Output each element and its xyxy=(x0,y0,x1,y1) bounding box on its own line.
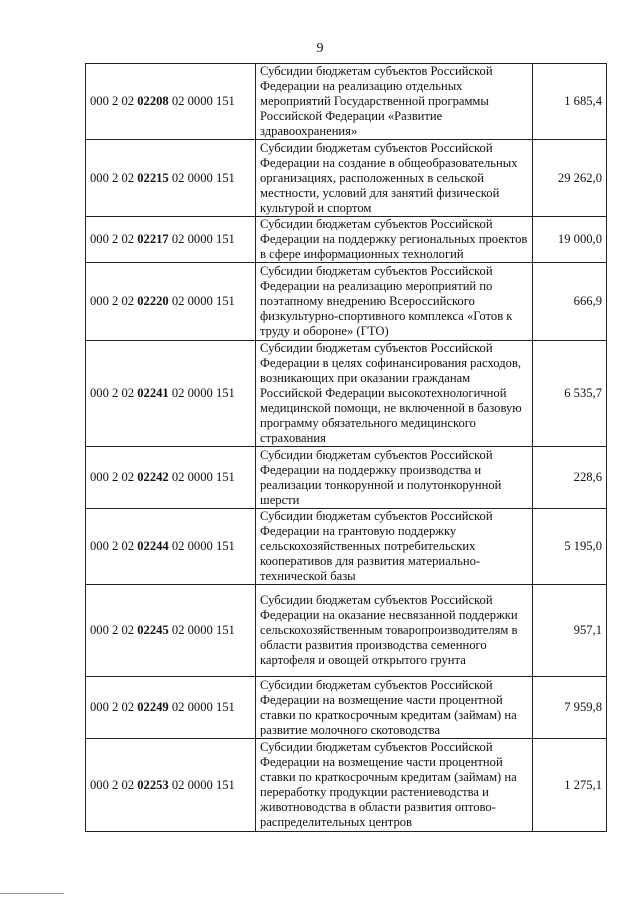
table-row xyxy=(86,447,607,509)
description: Субсидии бюджетам субъектов Российской Федерации на создание в общеобразовательных организациях, расположенных в сельской местности, условий для занятий физической культурой и спортом xyxy=(256,140,533,217)
table-row xyxy=(86,739,607,832)
code-highlight: 02249 xyxy=(137,700,169,714)
code-highlight: 02244 xyxy=(137,539,169,553)
code-suffix: 02 0000 151 xyxy=(168,94,235,108)
code-highlight: 02215 xyxy=(137,170,169,185)
budget-table xyxy=(85,63,607,832)
budget-code xyxy=(86,585,256,677)
description: Субсидии бюджетам субъектов Российской Федерации на грантовую поддержку сельскохозяйственных потребительских кооперативов для развития материально-технической базы xyxy=(256,509,533,585)
code-suffix: 02 0000 151 xyxy=(168,623,235,637)
table-row xyxy=(86,509,607,585)
budget-code xyxy=(86,739,256,832)
code-prefix: 000 2 02 xyxy=(90,386,138,400)
budget-code xyxy=(86,341,256,447)
code-prefix: 000 2 02 xyxy=(90,700,138,714)
code-suffix: 02 0000 151 xyxy=(168,777,235,792)
code-prefix: 000 2 02 xyxy=(90,470,138,484)
budget-code xyxy=(86,64,256,140)
code-highlight: 02220 xyxy=(137,294,169,308)
amount: 5 195,0 xyxy=(533,509,607,585)
budget-code xyxy=(86,140,256,217)
code-highlight: 02242 xyxy=(137,470,169,484)
budget-code xyxy=(86,677,256,739)
page-number: 9 xyxy=(316,41,324,56)
description: Субсидии бюджетам субъектов Российской Федерации в целях софинансирования расходов, возникающих при оказании гражданам Российской Федерации высокотехнологичной медицинской помощи, не включенной в базовую программу обязательного медицинского страхования xyxy=(256,341,533,447)
description: Субсидии бюджетам субъектов Российской Федерации на поддержку региональных проектов в сфере информационных технологий xyxy=(256,217,533,263)
budget-code xyxy=(86,509,256,585)
code-suffix: 02 0000 151 xyxy=(168,470,235,484)
code-prefix: 000 2 02 xyxy=(90,170,138,185)
budget-code xyxy=(86,263,256,341)
code-suffix: 02 0000 151 xyxy=(168,294,235,308)
footer-divider xyxy=(0,893,64,894)
description: Субсидии бюджетам субъектов Российской Федерации на возмещение части процентной ставки по краткосрочным кредитам (займам) на развитие молочного скотоводства xyxy=(256,677,533,739)
code-suffix: 02 0000 151 xyxy=(168,539,235,553)
budget-code xyxy=(86,217,256,263)
table-row xyxy=(86,263,607,341)
amount: 1 275,1 xyxy=(533,739,607,832)
description: Субсидии бюджетам субъектов Российской Федерации на реализацию отдельных мероприятий Государственной программы Российской Федерации «Развитие здравоохранения» xyxy=(256,64,533,140)
code-prefix: 000 2 02 xyxy=(90,777,138,792)
amount: 228,6 xyxy=(533,447,607,509)
description: Субсидии бюджетам субъектов Российской Федерации на возмещение части процентной ставки по краткосрочным кредитам (займам) на переработку продукции растениеводства и животноводства в области развития оптово-распределительных центров xyxy=(256,739,533,832)
description: Субсидии бюджетам субъектов Российской Федерации на реализацию мероприятий по поэтапному внедрению Всероссийского физкультурно-спортивного комплекса «Готов к труду и обороне» (ГТО) xyxy=(256,263,533,341)
code-suffix: 02 0000 151 xyxy=(168,170,235,185)
table-row xyxy=(86,217,607,263)
code-suffix: 02 0000 151 xyxy=(168,232,235,246)
description: Субсидии бюджетам субъектов Российской Федерации на поддержку производства и реализации тонкорунной и полутонкорунной шерсти xyxy=(256,447,533,509)
table-row xyxy=(86,585,607,677)
table-row xyxy=(86,677,607,739)
code-highlight: 02241 xyxy=(137,386,169,400)
amount: 1 685,4 xyxy=(533,64,607,140)
code-suffix: 02 0000 151 xyxy=(168,700,235,714)
amount: 957,1 xyxy=(533,585,607,677)
table-row xyxy=(86,64,607,140)
code-prefix: 000 2 02 xyxy=(90,94,138,108)
code-highlight: 02245 xyxy=(137,623,169,637)
amount: 19 000,0 xyxy=(533,217,607,263)
code-highlight: 02208 xyxy=(137,94,169,108)
amount: 6 535,7 xyxy=(533,341,607,447)
amount: 29 262,0 xyxy=(533,140,607,217)
table-row xyxy=(86,341,607,447)
code-prefix: 000 2 02 xyxy=(90,539,138,553)
amount: 666,9 xyxy=(533,263,607,341)
code-prefix: 000 2 02 xyxy=(90,623,138,637)
budget-code xyxy=(86,447,256,509)
table-row xyxy=(86,140,607,217)
description: Субсидии бюджетам субъектов Российской Федерации на оказание несвязанной поддержки сельскохозяйственным товаропроизводителям в области развития производства семенного картофеля и овощей открытого грунта xyxy=(256,585,533,677)
amount: 7 959,8 xyxy=(533,677,607,739)
code-suffix: 02 0000 151 xyxy=(168,386,235,400)
code-prefix: 000 2 02 xyxy=(90,232,138,246)
code-highlight: 02217 xyxy=(137,232,169,246)
code-prefix: 000 2 02 xyxy=(90,294,138,308)
code-highlight: 02253 xyxy=(137,777,169,792)
